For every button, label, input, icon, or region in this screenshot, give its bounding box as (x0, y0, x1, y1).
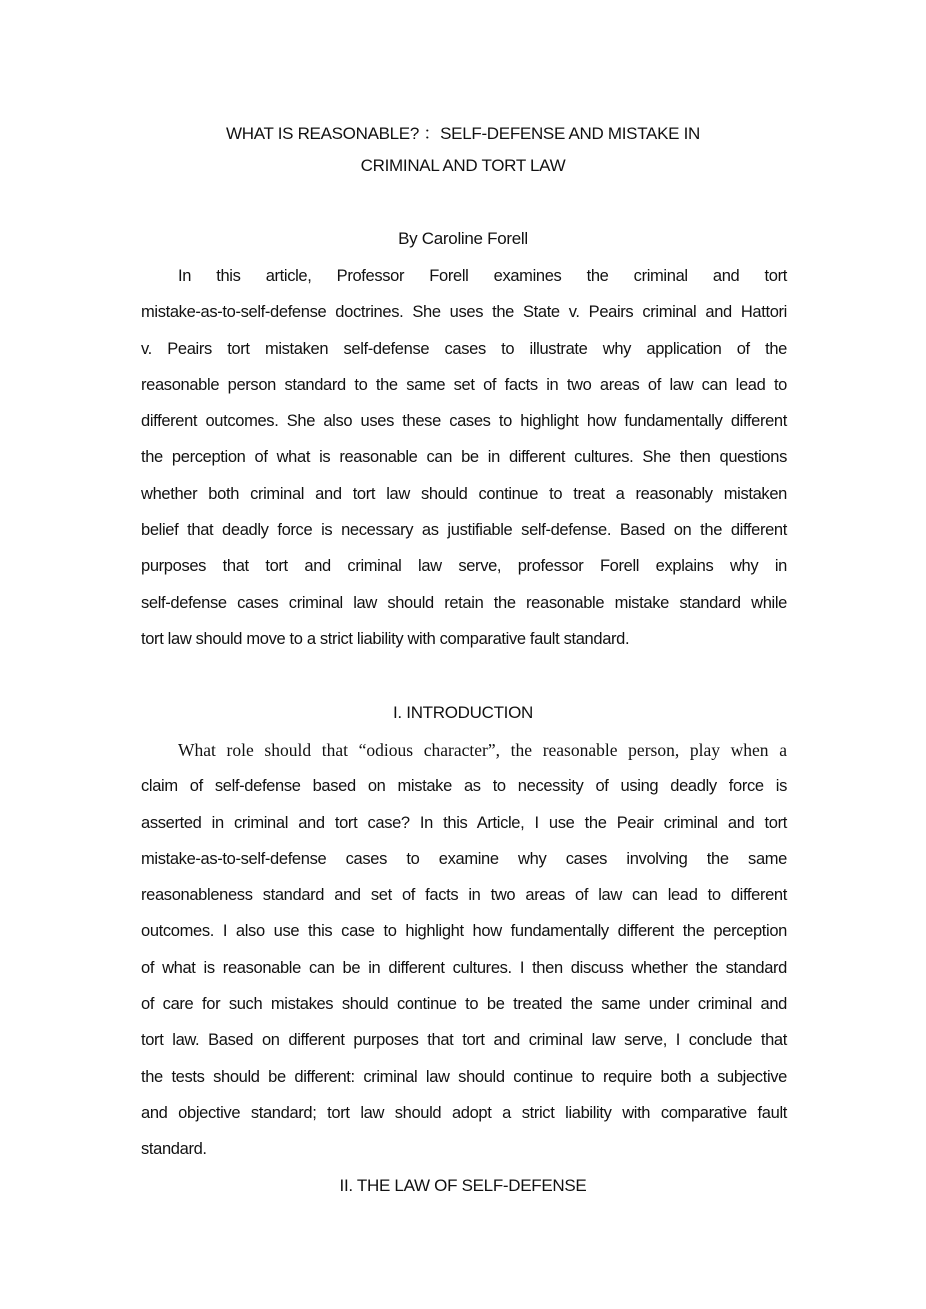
abstract-line: different outcomes. She also uses these cases to highlight how fundamentally different (141, 412, 787, 431)
intro-line: of care for such mistakes should continue to be treated the same under criminal and (141, 995, 787, 1014)
abstract-line: tort law should move to a strict liability with comparative fault standard. (141, 629, 630, 648)
intro-line: What role should that “odious character”, the reasonable person, play when a (178, 740, 787, 760)
intro-line: asserted in criminal and tort case? In this Article, I use the Peair criminal and tort (141, 813, 787, 832)
abstract-paragraph (141, 258, 787, 657)
section-heading-self-defense: II. THE LAW OF SELF-DEFENSE (339, 1176, 587, 1195)
intro-line: mistake-as-to-self-defense cases to examine why cases involving the same (141, 849, 787, 868)
intro-line: outcomes. I also use this case to highlight how fundamentally different the perception (141, 922, 787, 941)
intro-line: reasonableness standard and set of facts in two areas of law can lead to different (141, 886, 787, 905)
abstract-line: whether both criminal and tort law should continue to treat a reasonably mistaken (141, 484, 787, 503)
intro-line: claim of self-defense based on mistake as to necessity of using deadly force is (141, 777, 787, 796)
author-byline: By Caroline Forell (398, 229, 528, 248)
abstract-line: v. Peairs tort mistaken self-defense cases to illustrate why application of the (141, 339, 787, 358)
intro-line: and objective standard; tort law should adopt a strict liability with comparative fault (141, 1103, 787, 1122)
abstract-line: mistake-as-to-self-defense doctrines. She uses the State v. Peairs criminal and Hattori (141, 303, 787, 322)
abstract-line: belief that deadly force is necessary as justifiable self-defense. Based on the different (141, 521, 787, 540)
abstract-line: the perception of what is reasonable can be in different cultures. She then questions (141, 448, 787, 467)
introduction-paragraph (141, 732, 787, 1168)
intro-line: tort law. Based on different purposes that tort and criminal law serve, I conclude that (141, 1031, 787, 1050)
article-title-line-2: CRIMINAL AND TORT LAW (360, 156, 566, 175)
abstract-line: purposes that tort and criminal law serve, professor Forell explains why in (141, 557, 787, 576)
abstract-line: self-defense cases criminal law should retain the reasonable mistake standard while (141, 593, 787, 612)
article-title-line-1: WHAT IS REASONABLE? ：SELF-DEFENSE AND MISTAKE IN (226, 124, 700, 143)
abstract-line: reasonable person standard to the same set of facts in two areas of law can lead to (141, 375, 787, 394)
intro-line: the tests should be different: criminal law should continue to require both a subjective (141, 1067, 787, 1086)
abstract-line: In this article, Professor Forell examines the criminal and tort (178, 267, 787, 285)
section-heading-introduction: I. INTRODUCTION (393, 703, 533, 722)
intro-line: standard. (141, 1140, 207, 1159)
intro-line: of what is reasonable can be in different cultures. I then discuss whether the standard (141, 958, 787, 977)
